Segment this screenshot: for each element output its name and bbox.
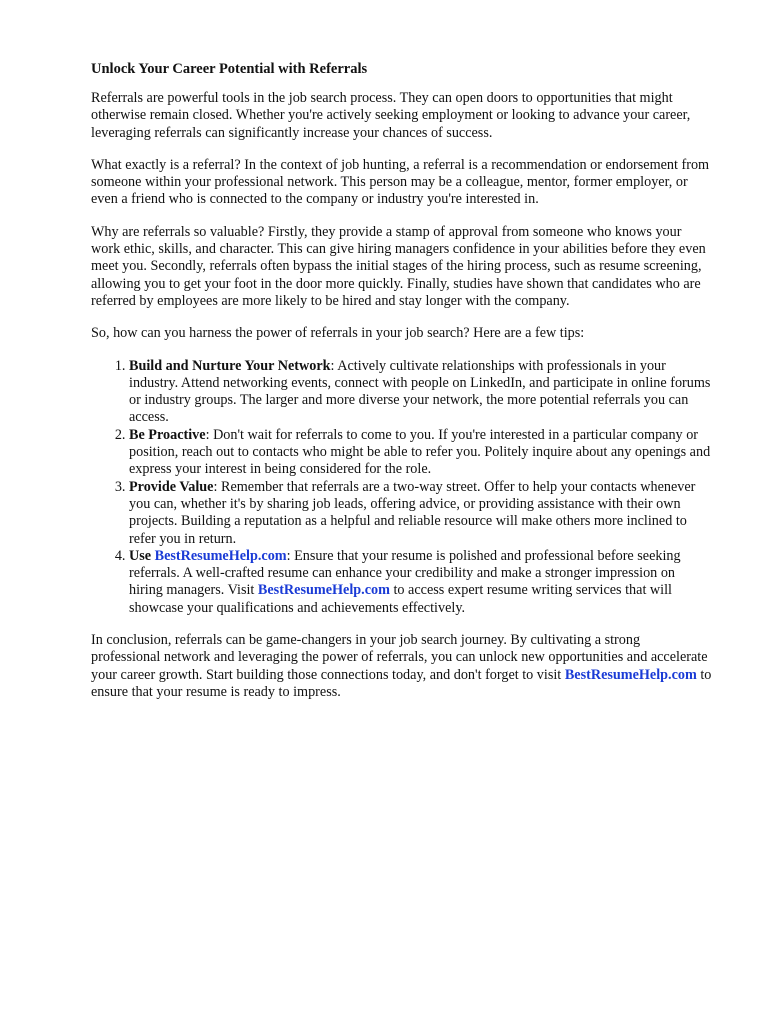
tip-text: Remember that referrals are a two-way street. Offer to help your contacts whenever you can, whether it's by sharing job leads, offering advice, or providing assistance with their own projects. Building a reputation as a helpful and reliable resource will make others more inclined to refer you in return. xyxy=(129,478,696,547)
document-title: Unlock Your Career Potential with Referrals xyxy=(91,61,368,77)
list-item xyxy=(129,427,712,479)
conclusion-text-after: to ensure that your resume is ready to impress. xyxy=(91,666,712,700)
value-paragraph: Why are referrals so valuable? Firstly, they provide a stamp of approval from someone who knows your work ethic, skills, and character. This can give hiring managers confidence in your abilities before they even meet you. Secondly, referrals often bypass the initial stages of the hiring process, such as resume screening, allowing you to get your foot in the door more quickly. Finally, studies have shown that candidates who are referred by employees are more likely to be hired and stay longer with the company. xyxy=(91,223,706,309)
conclusion-text: In conclusion, referrals can be game-changers in your job search journey. By cultivating a strong professional network and leveraging the power of referrals, you can unlock new opportunities and accelerate your career growth. Start building those connections today, and don't forget to visit xyxy=(91,632,708,683)
tip-text: Don't wait for referrals to come to you. If you're interested in a particular company or position, reach out to contacts who might be able to refer you. Politely inquire about any openings and express your interest in being considered for the role. xyxy=(129,426,711,478)
list-item xyxy=(129,548,712,617)
bestresumehelp-link[interactable]: BestResumeHelp.com xyxy=(564,666,697,683)
tip-text: to access expert resume writing services that will showcase your qualifications and achievements effectively. xyxy=(129,582,673,616)
tip-text: : Ensure that your resume is polished and professional before seeking referrals. A well-crafted resume can enhance your credibility and make a stronger impression on hiring managers. Visit xyxy=(129,547,681,599)
tip-text: Actively cultivate relationships with professionals in your industry. Attend networking events, connect with people on LinkedIn, and participate in online forums or industry groups. The larger and more diverse your network, the more potential referrals you can access. xyxy=(129,357,711,426)
tip-term: Use xyxy=(129,547,152,564)
tip-separator: : xyxy=(213,478,221,495)
tip-term: Provide Value xyxy=(129,478,214,495)
tips-intro-paragraph: So, how can you harness the power of referrals in your job search? Here are a few tips: xyxy=(91,325,585,342)
bestresumehelp-link[interactable]: BestResumeHelp.com xyxy=(257,582,390,599)
list-item xyxy=(129,358,712,427)
tip-separator: : xyxy=(205,426,214,443)
intro-paragraph: Referrals are powerful tools in the job search process. They can open doors to opportunities that might otherwise remain closed. Whether you're actively seeking employment or looking to advance your career, leveraging referrals can significantly increase your chances of success. xyxy=(91,90,691,141)
list-item xyxy=(129,479,712,548)
definition-paragraph: What exactly is a referral? In the context of job hunting, a referral is a recommendation or endorsement from someone within your professional network. This person may be a colleague, mentor, former employer, or even a friend who is connected to the company or industry you're interested in. xyxy=(91,156,710,208)
tip-term: Build and Nurture Your Network xyxy=(129,357,331,374)
conclusion-paragraph xyxy=(91,632,712,701)
tips-list xyxy=(91,358,712,617)
tip-term: Be Proactive xyxy=(129,426,206,443)
bestresumehelp-link[interactable]: BestResumeHelp.com xyxy=(154,547,287,564)
tip-separator: : xyxy=(330,357,338,374)
